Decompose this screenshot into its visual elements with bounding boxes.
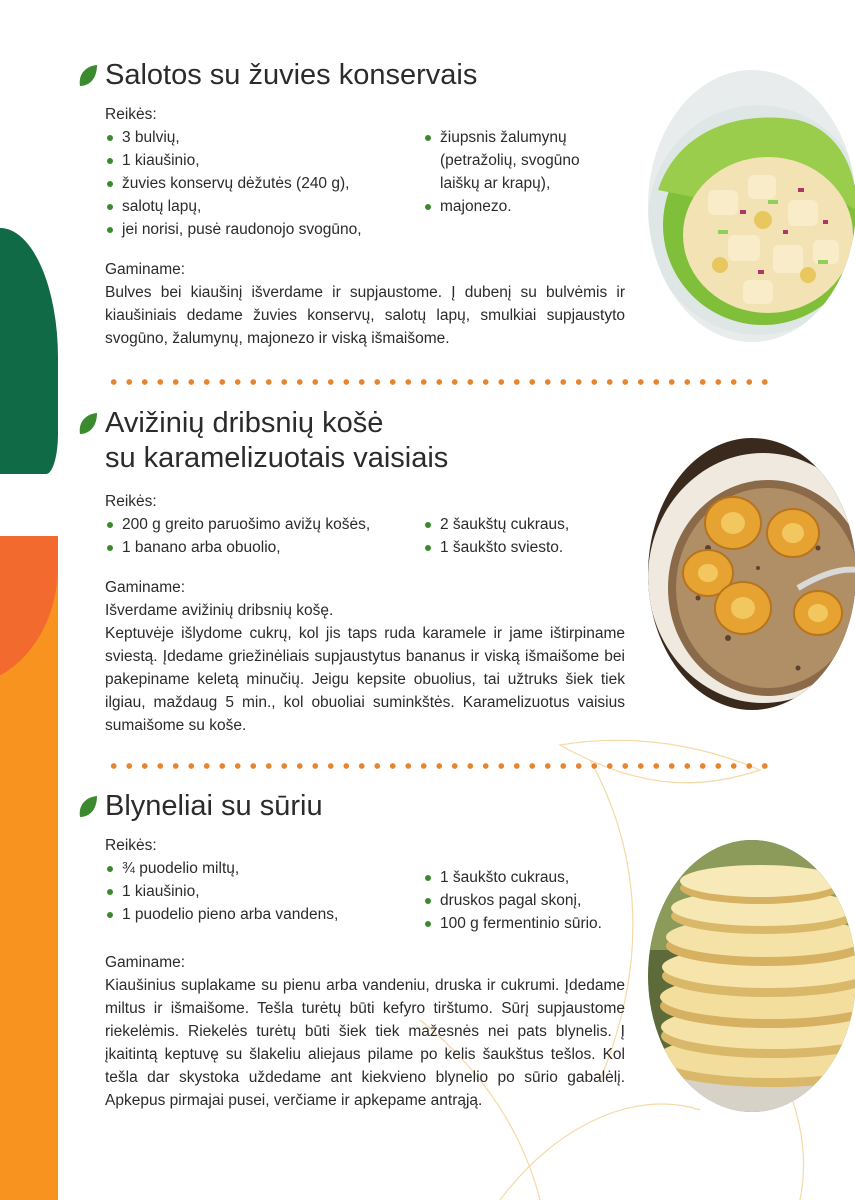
ingredient-item: ¾ puodelio miltų, [105, 857, 423, 880]
recipe-title [78, 406, 658, 476]
method-paragraph: Keptuvėje išlydome cukrų, kol jis taps ruda karamele ir jame ištirpiname sviestą. Įdedame griežinėliais supjaustytus bananus ir viską išmaišome bei pakepiname keletą minučių. Jeigu kepsite obuolius, tai užtruks šiek tiek ilgiau, maždaug 5 min., kol obuoliai suminkštės. Karamelizuotus vaisius sumaišome su koše. [105, 625, 625, 734]
recipe-title [78, 789, 658, 824]
ingredient-item: žiupsnis žalumynų (petražolių, svogūno laiškų ar krapų), [423, 126, 608, 195]
salad-photo [648, 70, 855, 342]
recipe-title-text: Salotos su žuvies konservais [105, 59, 478, 91]
ingredient-item: jei norisi, pusė raudonojo svogūno, [105, 218, 423, 241]
method-label: Gaminame: [105, 579, 186, 596]
ingredient-item: 1 banano arba obuolio, [105, 536, 423, 559]
method-paragraph: Išverdame avižinių dribsnių košę. [105, 602, 334, 619]
dotted-divider [106, 378, 770, 386]
method-label: Gaminame: [105, 954, 186, 971]
method-text [105, 599, 625, 737]
ingredients-label: Reikės: [105, 493, 157, 510]
method-text [105, 281, 625, 350]
ingredient-item: 3 bulvių, [105, 126, 423, 149]
ingredient-item: žuvies konservų dėžutės (240 g), [105, 172, 423, 195]
leaf-icon [78, 412, 98, 436]
ingredients-list [105, 513, 658, 559]
method-paragraph: Bulves bei kiaušinį išverdame ir supjaustome. Į dubenį su bulvėmis ir kiaušiniais dedame žuvies konservų, salotų lapų, smulkiai supjaustyto svogūno, žalumynų, majonezo ir viską išmaišome. [105, 284, 625, 347]
recipe-salad [78, 58, 658, 350]
leaf-icon [78, 795, 98, 819]
ingredients-label: Reikės: [105, 837, 157, 854]
ingredients-label: Reikės: [105, 106, 157, 123]
dotted-divider [106, 762, 770, 770]
ingredient-item: 200 g greito paruošimo avižų košės, [105, 513, 423, 536]
recipe-oatmeal [78, 406, 658, 737]
recipe-title-line2: su karamelizuotais vaisiais [105, 442, 449, 474]
method-label: Gaminame: [105, 261, 186, 278]
orange-side-decoration [0, 536, 58, 1200]
ingredient-item: 1 puodelio pieno arba vandens, [105, 903, 423, 926]
ingredient-item: 1 kiaušinio, [105, 880, 423, 903]
ingredient-item: majonezo. [423, 195, 608, 218]
ingredients-list [105, 857, 658, 935]
ingredient-item: 1 kiaušinio, [105, 149, 423, 172]
recipe-title-line1: Avižinių dribsnių košė [105, 407, 384, 439]
method-text [105, 974, 625, 1112]
ingredient-item: druskos pagal skonį, [423, 889, 653, 912]
ingredient-item: 100 g fermentinio sūrio. [423, 912, 653, 935]
ingredient-item: 1 šaukšto cukraus, [423, 866, 653, 889]
pancakes-photo [648, 840, 855, 1112]
ingredient-item: salotų lapų, [105, 195, 423, 218]
method-paragraph: Kiaušinius suplakame su pienu arba vandeniu, druska ir cukrumi. Įdedame miltus ir išmaišome. Tešla turėtų būti kefyro tirštumo. Sūrį supjaustome riekelėmis. Riekelės turėtų būti šiek tiek mažesnės nei pats blynelis. Į įkaitintą keptuvę su šlakeliu aliejaus pilame po kelis šaukštus tešlos. Kol tešla dar skystoka uždedame ant kiekvieno blynelio po sūrio gabalėlį. Apkepus pirmajai pusei, verčiame ir apkepame antrąją. [105, 977, 625, 1109]
recipe-title [78, 58, 658, 93]
leaf-icon [78, 64, 98, 88]
ingredient-item: 1 šaukšto sviesto. [423, 536, 653, 559]
green-side-decoration [0, 228, 58, 474]
ingredient-item: 2 šaukštų cukraus, [423, 513, 653, 536]
recipe-pancakes [78, 789, 658, 1112]
oatmeal-photo [648, 438, 855, 710]
recipe-title-text: Blyneliai su sūriu [105, 790, 323, 822]
ingredients-list [105, 126, 658, 241]
